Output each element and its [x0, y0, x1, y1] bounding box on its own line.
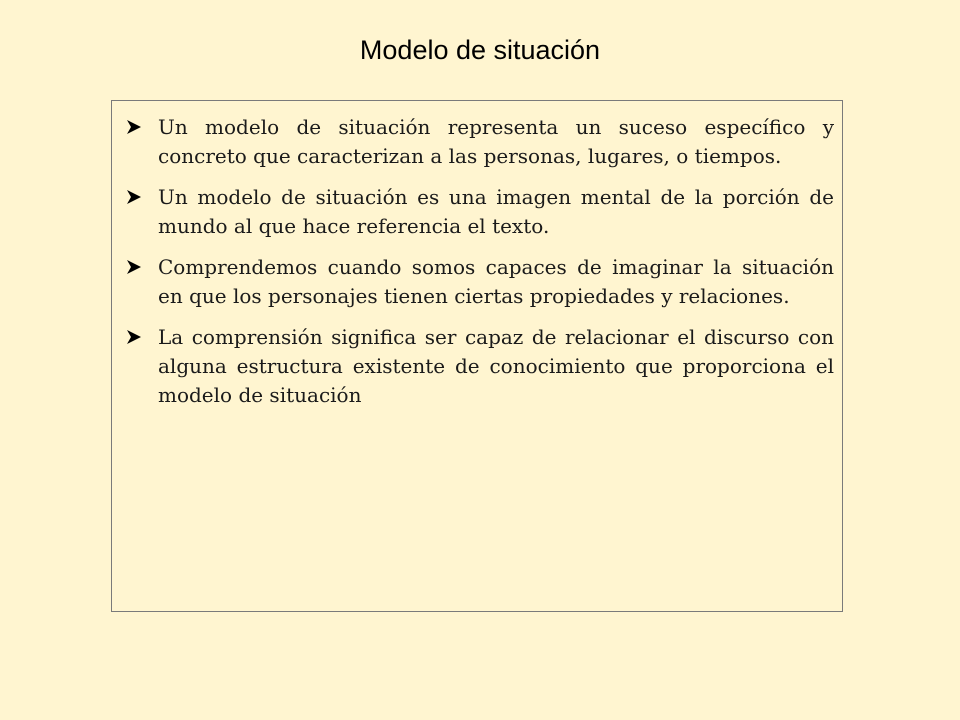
bullet-item — [126, 183, 834, 241]
bullet-text: La comprensión significa ser capaz de relacionar el discurso con alguna estructura existente de conocimiento que proporciona el modelo de situación — [158, 325, 834, 407]
bullet-text: Un modelo de situación es una imagen mental de la porción de mundo al que hace referencia el texto. — [158, 185, 834, 238]
arrow-bullet-icon — [126, 253, 158, 275]
arrow-bullet-icon — [126, 113, 158, 135]
arrow-bullet-icon — [126, 183, 158, 205]
bullet-item — [126, 323, 834, 410]
bullet-list — [112, 101, 842, 410]
content-box — [111, 100, 843, 612]
bullet-text: Comprendemos cuando somos capaces de imaginar la situación en que los personajes tienen ciertas propiedades y relaciones. — [158, 255, 834, 308]
bullet-text: Un modelo de situación representa un suceso específico y concreto que caracterizan a las personas, lugares, o tiempos. — [158, 115, 834, 168]
slide-title: Modelo de situación — [359, 35, 601, 65]
bullet-item — [126, 253, 834, 311]
arrow-bullet-icon — [126, 323, 158, 345]
bullet-item — [126, 113, 834, 171]
